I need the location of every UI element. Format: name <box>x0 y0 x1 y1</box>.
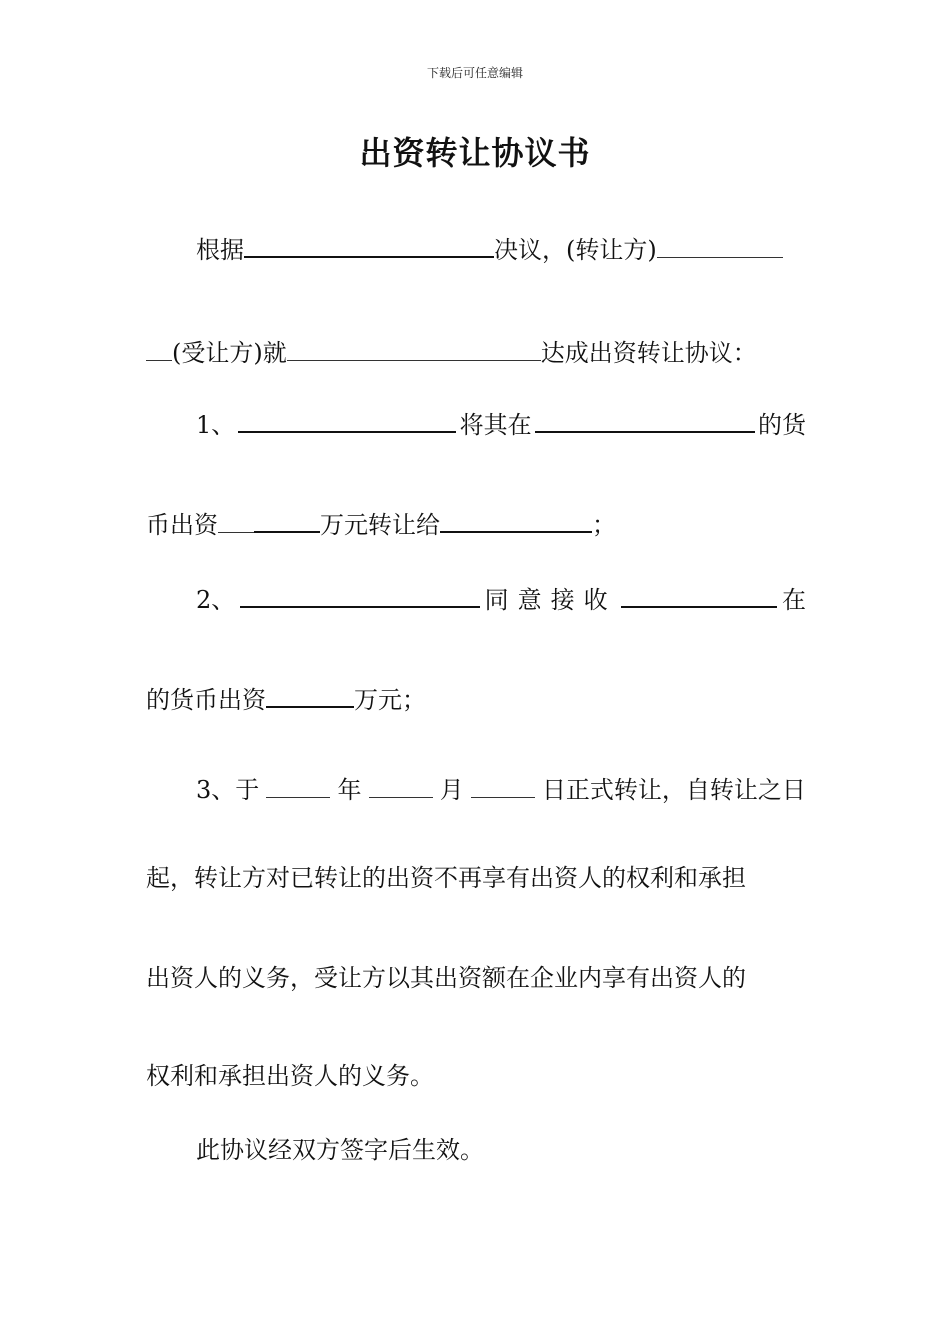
fill-blank-amount-a <box>218 506 254 533</box>
fill-blank-year <box>266 771 330 798</box>
item-number: 2、 <box>196 586 236 614</box>
text-segment: 年 <box>337 776 362 804</box>
paragraph-line-7 <box>196 770 806 810</box>
item-number: 1、 <box>196 411 236 439</box>
paragraph-line-5 <box>196 580 806 620</box>
closing-statement: 此协议经双方签字后生效。 <box>196 1136 484 1164</box>
text-segment: 达成出资转让协议： <box>540 339 757 367</box>
paragraph-line-10: 权利和承担出资人的义务。 <box>146 1062 434 1090</box>
text-segment: 万元； <box>354 686 426 714</box>
text-segment: 同意接收 <box>484 586 617 614</box>
text-segment: 万元转让给 <box>320 511 440 539</box>
fill-blank-company <box>535 405 755 433</box>
paragraph-line-6 <box>146 680 806 720</box>
text-segment: 决议，(转让方) <box>494 236 657 264</box>
fill-blank-accepting-party <box>240 580 480 608</box>
paragraph-line-4 <box>146 505 806 545</box>
fill-blank-company-2 <box>621 580 777 608</box>
fill-blank-day <box>471 771 535 798</box>
fill-blank-amount-2 <box>266 680 354 708</box>
text-segment: 将其在 <box>459 411 532 439</box>
text-segment: 币出资 <box>146 511 218 539</box>
text-segment: 根据 <box>196 236 244 264</box>
fill-blank-transferor-cont <box>146 334 172 361</box>
paragraph-line-3 <box>196 405 806 445</box>
text-segment: ； <box>592 511 616 539</box>
header-note: 下载后可任意编辑 <box>426 66 523 80</box>
fill-blank-amount-b <box>254 505 320 533</box>
paragraph-line-1 <box>196 230 806 270</box>
paragraph-line-8: 起，转让方对已转让的出资不再享有出资人的权利和承担 <box>146 864 746 892</box>
text-segment: 月 <box>439 776 464 804</box>
document-title: 出资转让协议书 <box>359 134 591 172</box>
text-segment: 日正式转让，自转让之日 <box>541 776 806 804</box>
text-segment: 3、于 <box>196 776 260 804</box>
text-segment: 的货 <box>757 411 806 439</box>
fill-blank-resolution <box>244 230 494 258</box>
fill-blank-party <box>238 405 456 433</box>
paragraph-line-9: 出资人的义务，受让方以其出资额在企业内享有出资人的 <box>146 964 746 992</box>
fill-blank-transferor <box>657 231 783 258</box>
fill-blank-subject <box>287 334 541 361</box>
fill-blank-transferee <box>440 505 592 533</box>
paragraph-line-2 <box>146 333 806 373</box>
text-segment: (受让方)就 <box>172 339 287 367</box>
text-segment: 的货币出资 <box>146 686 266 714</box>
text-segment: 在 <box>781 586 806 614</box>
fill-blank-month <box>369 771 433 798</box>
